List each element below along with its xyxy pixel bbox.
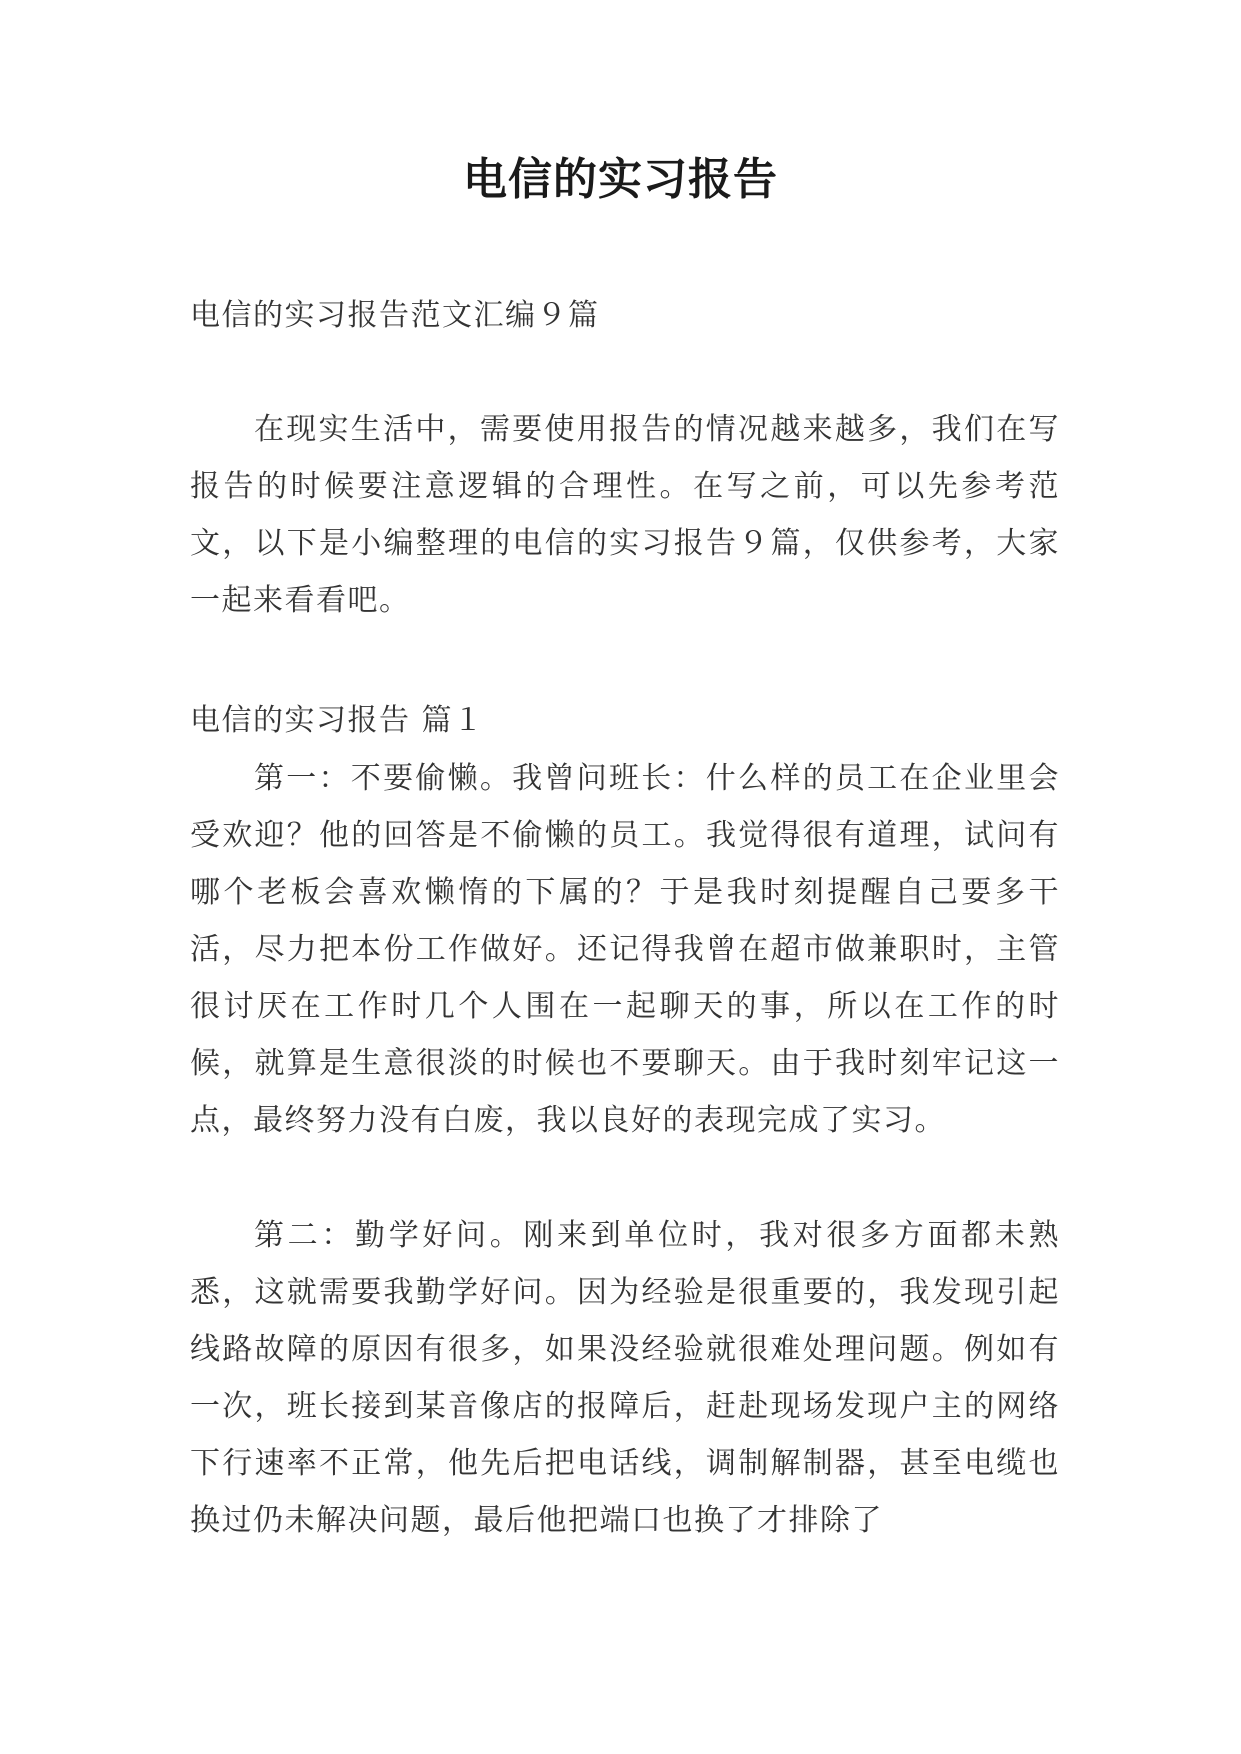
- document-subtitle: 电信的实习报告范文汇编９篇: [190, 298, 600, 333]
- section-heading: 电信的实习报告 篇１: [190, 703, 485, 738]
- document-title: 电信的实习报告: [463, 154, 778, 205]
- body-paragraph-2: 第二：勤学好问。刚来到单位时，我对很多方面都未熟悉，这就需要我勤学好问。因为经验是很重要的，我发现引起线路故障的原因有很多，如果没经验就很难处理问题。例如有一次，班长接到某音像店的报障后，赶赴现场发现户主的网络下行速率不正常，他先后把电话线，调制解制器，甚至电缆也换过仍未解决问题，最后他把端口也换了才排除了: [190, 1218, 1060, 1538]
- body-paragraph-1: 第一：不要偷懒。我曾问班长：什么样的员工在企业里会受欢迎？他的回答是不偷懒的员工。我觉得很有道理，试问有哪个老板会喜欢懒惰的下属的？于是我时刻提醒自己要多干活，尽力把本份工作做好。还记得我曾在超市做兼职时，主管很讨厌在工作时几个人围在一起聊天的事，所以在工作的时候，就算是生意很淡的时候也不要聊天。由于我时刻牢记这一点，最终努力没有白废，我以良好的表现完成了实习。: [190, 761, 1060, 1138]
- intro-paragraph: 在现实生活中，需要使用报告的情况越来越多，我们在写报告的时候要注意逻辑的合理性。在写之前，可以先参考范文，以下是小编整理的电信的实习报告９篇，仅供参考，大家一起来看看吧。: [190, 412, 1060, 618]
